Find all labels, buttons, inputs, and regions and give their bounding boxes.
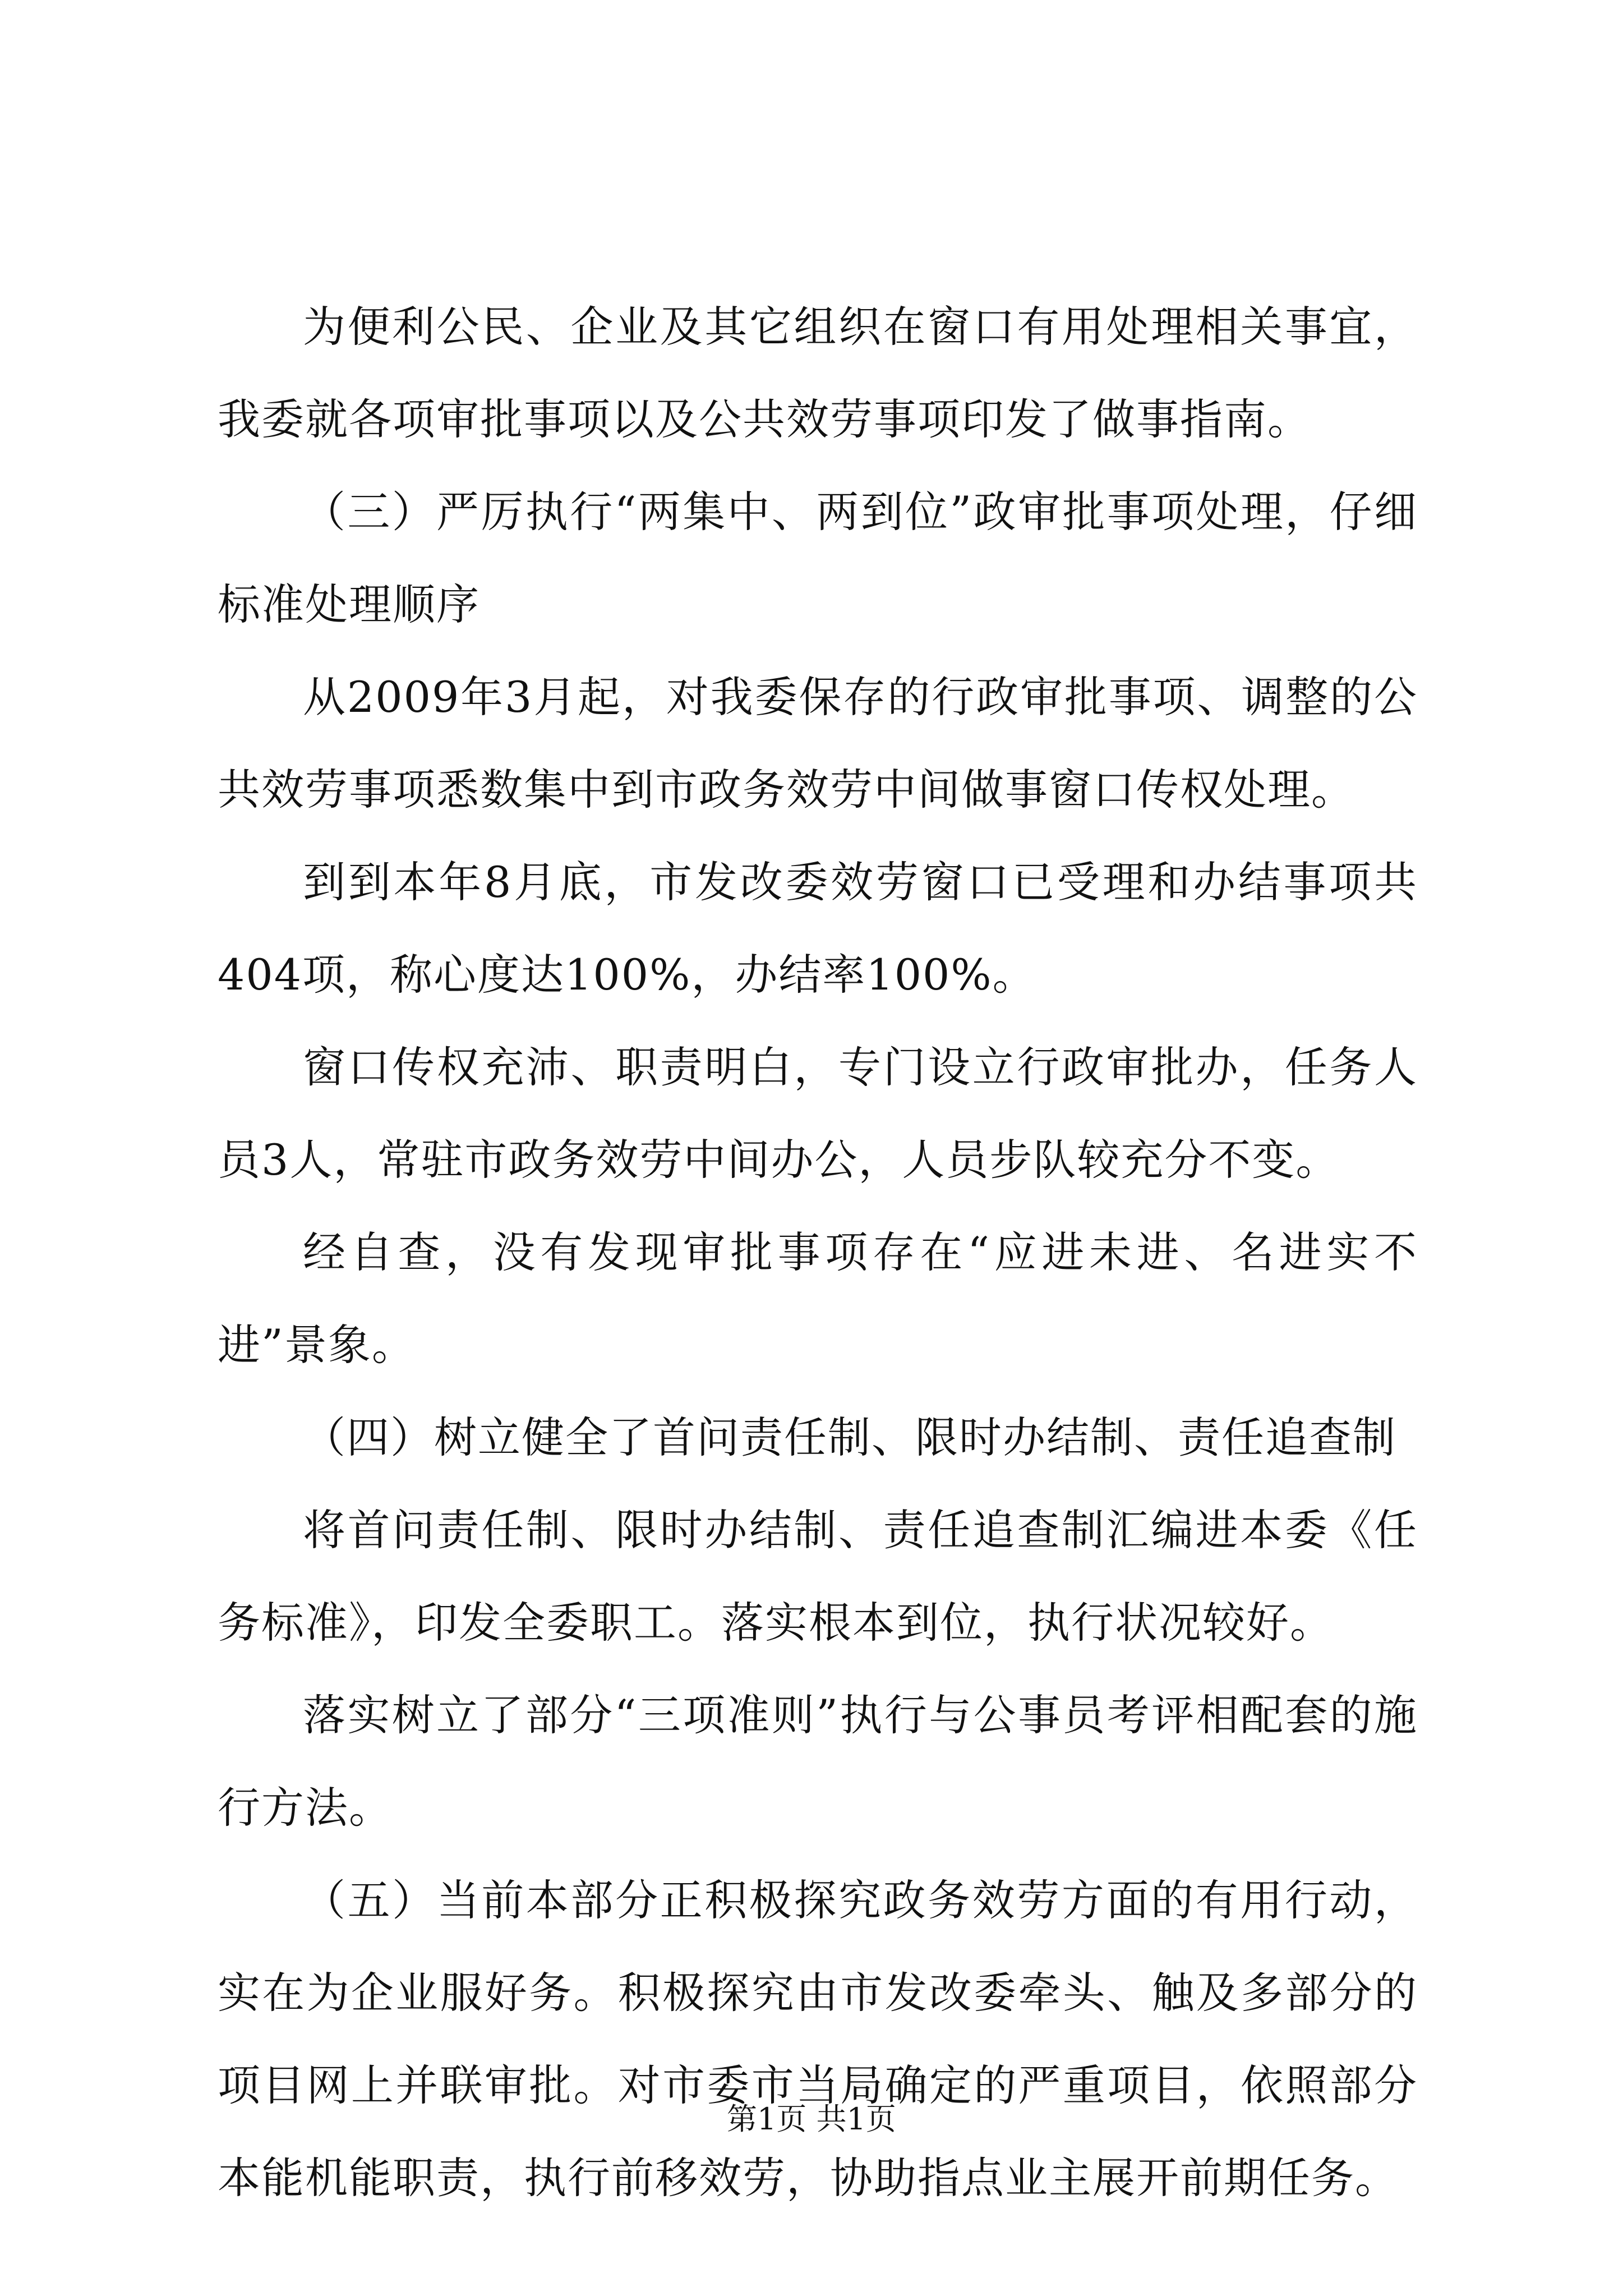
paragraph-4: 到到本年8月底，市发改委效劳窗口已受理和办结事项共404项，称心度达100%，办结率100%。 [218,857,1418,1000]
section-heading-5: （五）当前本部分正积极探究政务效劳方面的有用行动，实在为企业服好务。积极探究由市发改委牵头、触及多部分的项目网上并联审批。对市委市当局确定的严重项目，依照部分本能机能职责，执行前移效劳，协助指点业主展开前期任务。 [218,1875,1418,2203]
paragraph-6: 经自查，没有发现审批事项存在“应进未进、名进实不进”景象。 [218,1227,1418,1370]
section-heading-4: （四）树立健全了首问责任制、限时办结制、责任追查制 [303,1412,1396,1462]
section-heading-3: （三）严厉执行“两集中、两到位”政审批事项处理，仔细标准处理顺序 [218,487,1418,629]
paragraph-9: 落实树立了部分“三项准则”执行与公事员考评相配套的施行方法。 [218,1690,1418,1833]
paragraph-5: 窗口传权充沛、职责明白，专门设立行政审批办，任务人员3人，常驻市政务效劳中间办公，人员步队较充分不变。 [218,1042,1418,1185]
paragraph-1: 为便利公民、企业及其它组织在窗口有用处理相关事宜，我委就各项审批事项以及公共效劳事项印发了做事指南。 [218,302,1418,444]
paragraph-3: 从2009年3月起，对我委保存的行政审批事项、调整的公共效劳事项悉数集中到市政务效劳中间做事窗口传权处理。 [218,672,1418,815]
paragraph-8: 将首问责任制、限时办结制、责任追查制汇编进本委《任务标准》，印发全委职工。落实根本到位，执行状况较好。 [218,1505,1418,1648]
page-footer: 第1页 共1页 [727,2101,896,2137]
document-body [218,280,1418,2224]
